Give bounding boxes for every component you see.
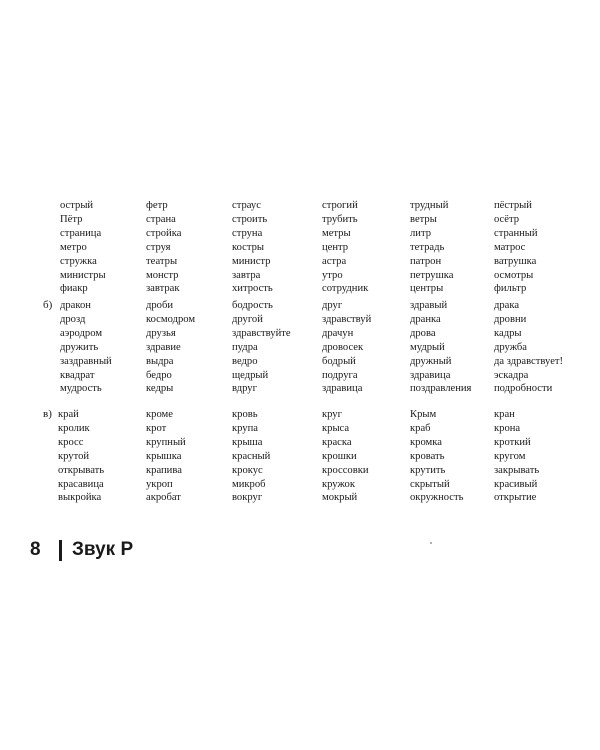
word: краска bbox=[322, 436, 352, 448]
word: страница bbox=[60, 227, 102, 239]
word: кроме bbox=[146, 409, 173, 420]
word-column bbox=[494, 299, 563, 396]
word: мудрый bbox=[410, 341, 445, 353]
word: эскадра bbox=[494, 369, 529, 381]
word: скрытый bbox=[410, 478, 450, 490]
word: фиакр bbox=[60, 283, 88, 295]
word: дружба bbox=[494, 341, 527, 353]
word: утро bbox=[322, 269, 343, 281]
word: дранка bbox=[410, 313, 441, 325]
word: круг bbox=[322, 409, 342, 420]
word: осмотры bbox=[494, 269, 534, 281]
word: крутить bbox=[410, 464, 446, 476]
word: завтрак bbox=[146, 283, 180, 295]
word-column bbox=[58, 408, 104, 505]
word: метры bbox=[322, 227, 351, 239]
word: дровосек bbox=[322, 341, 364, 353]
word: красивый bbox=[494, 478, 538, 490]
word: Пётр bbox=[60, 213, 83, 225]
word: дракон bbox=[60, 300, 91, 311]
word: край bbox=[58, 409, 79, 420]
word: центры bbox=[410, 283, 444, 295]
word: кружок bbox=[322, 478, 355, 490]
word-column bbox=[494, 199, 538, 296]
word: строить bbox=[232, 213, 268, 225]
word: ведро bbox=[232, 355, 258, 367]
word: здравствуй bbox=[322, 313, 372, 325]
word: вокруг bbox=[232, 492, 263, 504]
word: фетр bbox=[146, 200, 168, 211]
word: квадрат bbox=[60, 369, 95, 381]
word: подробности bbox=[494, 383, 553, 395]
section-marker: в) bbox=[43, 408, 52, 420]
word: завтра bbox=[232, 269, 261, 281]
word: крупа bbox=[232, 422, 258, 434]
word: здравица bbox=[410, 369, 451, 381]
word-column bbox=[322, 299, 371, 396]
word: бодрость bbox=[232, 300, 273, 311]
word: трудный bbox=[410, 200, 449, 211]
word: кромка bbox=[410, 436, 442, 448]
word: мокрый bbox=[322, 492, 358, 504]
word: здравый bbox=[410, 300, 448, 311]
word: тетрадь bbox=[410, 241, 445, 253]
word: дрова bbox=[410, 327, 436, 339]
word-column bbox=[410, 199, 453, 296]
word: бедро bbox=[146, 369, 172, 381]
word: астра bbox=[322, 255, 347, 267]
word: вдруг bbox=[232, 383, 257, 395]
word: министры bbox=[60, 269, 106, 281]
word: здравствуйте bbox=[232, 327, 291, 339]
word-column bbox=[232, 408, 270, 505]
word: открытие bbox=[494, 492, 537, 504]
page-number: 8 bbox=[30, 539, 41, 560]
word-column bbox=[146, 299, 195, 396]
word: окружность bbox=[410, 492, 464, 504]
word-column bbox=[146, 408, 186, 505]
word: дрозд bbox=[60, 313, 86, 325]
word: щедрый bbox=[232, 369, 269, 381]
word: кедры bbox=[146, 383, 174, 395]
word-column bbox=[322, 199, 368, 296]
word: дровни bbox=[494, 313, 527, 325]
word: кролик bbox=[58, 422, 90, 434]
word: аэродром bbox=[60, 327, 103, 339]
word: крот bbox=[146, 422, 167, 434]
word: пёстрый bbox=[494, 200, 532, 211]
word: матрос bbox=[494, 241, 526, 253]
word: крона bbox=[494, 422, 521, 434]
word-column bbox=[410, 299, 471, 396]
word: страна bbox=[146, 213, 176, 225]
word: выкройка bbox=[58, 492, 102, 504]
word: открывать bbox=[58, 464, 105, 476]
word: крапива bbox=[146, 464, 182, 476]
word: укроп bbox=[146, 478, 173, 490]
word: струна bbox=[232, 227, 263, 239]
word: струя bbox=[146, 241, 171, 253]
word: микроб bbox=[232, 478, 266, 490]
word: кровать bbox=[410, 450, 445, 462]
word: крутой bbox=[58, 450, 90, 462]
word: бодрый bbox=[322, 355, 356, 367]
word: трубить bbox=[322, 213, 358, 225]
word: строгий bbox=[322, 200, 358, 211]
word: костры bbox=[232, 241, 265, 253]
word: сотрудник bbox=[322, 283, 369, 295]
word: кроссовки bbox=[322, 464, 369, 476]
word: кросс bbox=[58, 436, 84, 448]
word: ватрушка bbox=[494, 255, 537, 267]
word-column bbox=[146, 199, 181, 296]
word: министр bbox=[232, 255, 271, 267]
footer-divider bbox=[59, 540, 62, 561]
word: краб bbox=[410, 422, 431, 434]
word: да здравствует! bbox=[494, 355, 564, 367]
word: кругом bbox=[494, 450, 526, 462]
word: дружить bbox=[60, 341, 99, 353]
word: закрывать bbox=[494, 464, 540, 476]
word: поздравления bbox=[410, 383, 472, 395]
word: осётр bbox=[494, 213, 520, 225]
word: монстр bbox=[146, 269, 179, 281]
word-column bbox=[60, 199, 106, 296]
word: заздравный bbox=[60, 355, 112, 367]
word: острый bbox=[60, 200, 94, 211]
word: петрушка bbox=[410, 269, 454, 281]
word: мудрость bbox=[60, 383, 102, 395]
word-column bbox=[232, 199, 273, 296]
word: крокус bbox=[232, 464, 263, 476]
chapter-title: Звук Р bbox=[72, 539, 134, 560]
word: странный bbox=[494, 227, 538, 239]
word: крупный bbox=[146, 436, 186, 448]
word: стружка bbox=[60, 255, 97, 267]
word-column bbox=[322, 408, 369, 505]
word: красавица bbox=[58, 478, 104, 490]
word: крышка bbox=[146, 450, 182, 462]
word: космодром bbox=[146, 313, 196, 325]
word: пудра bbox=[232, 341, 258, 353]
word-column bbox=[410, 408, 463, 505]
word: театры bbox=[146, 255, 178, 267]
word: выдра bbox=[146, 355, 174, 367]
word: страус bbox=[232, 200, 261, 211]
word-column bbox=[60, 299, 112, 396]
word: дроби bbox=[146, 300, 174, 311]
word: крыша bbox=[232, 436, 263, 448]
word: кровь bbox=[232, 409, 258, 420]
word: крыса bbox=[322, 422, 350, 434]
word: красный bbox=[232, 450, 271, 462]
word: метро bbox=[60, 241, 87, 253]
word: стройка bbox=[146, 227, 182, 239]
word: кадры bbox=[494, 327, 522, 339]
word: дружный bbox=[410, 355, 452, 367]
word: кран bbox=[494, 409, 515, 420]
word: драчун bbox=[322, 327, 354, 339]
print-speck bbox=[430, 542, 432, 544]
word: центр bbox=[322, 241, 349, 253]
word-column bbox=[494, 408, 539, 505]
word: крошки bbox=[322, 450, 357, 462]
word: ветры bbox=[410, 213, 437, 225]
word: Крым bbox=[410, 409, 437, 420]
word: хитрость bbox=[232, 283, 273, 295]
word: патрон bbox=[410, 255, 442, 267]
word: здравица bbox=[322, 383, 363, 395]
word: литр bbox=[410, 227, 432, 239]
word: драка bbox=[494, 300, 520, 311]
word: другой bbox=[232, 313, 263, 325]
word: друзья bbox=[146, 327, 176, 339]
word: здравие bbox=[146, 341, 181, 353]
word-column bbox=[232, 299, 291, 396]
word: акробат bbox=[146, 492, 181, 504]
word: подруга bbox=[322, 369, 358, 381]
word: друг bbox=[322, 300, 343, 311]
word: кроткий bbox=[494, 436, 531, 448]
word: фильтр bbox=[494, 283, 527, 295]
section-marker: б) bbox=[43, 299, 53, 311]
